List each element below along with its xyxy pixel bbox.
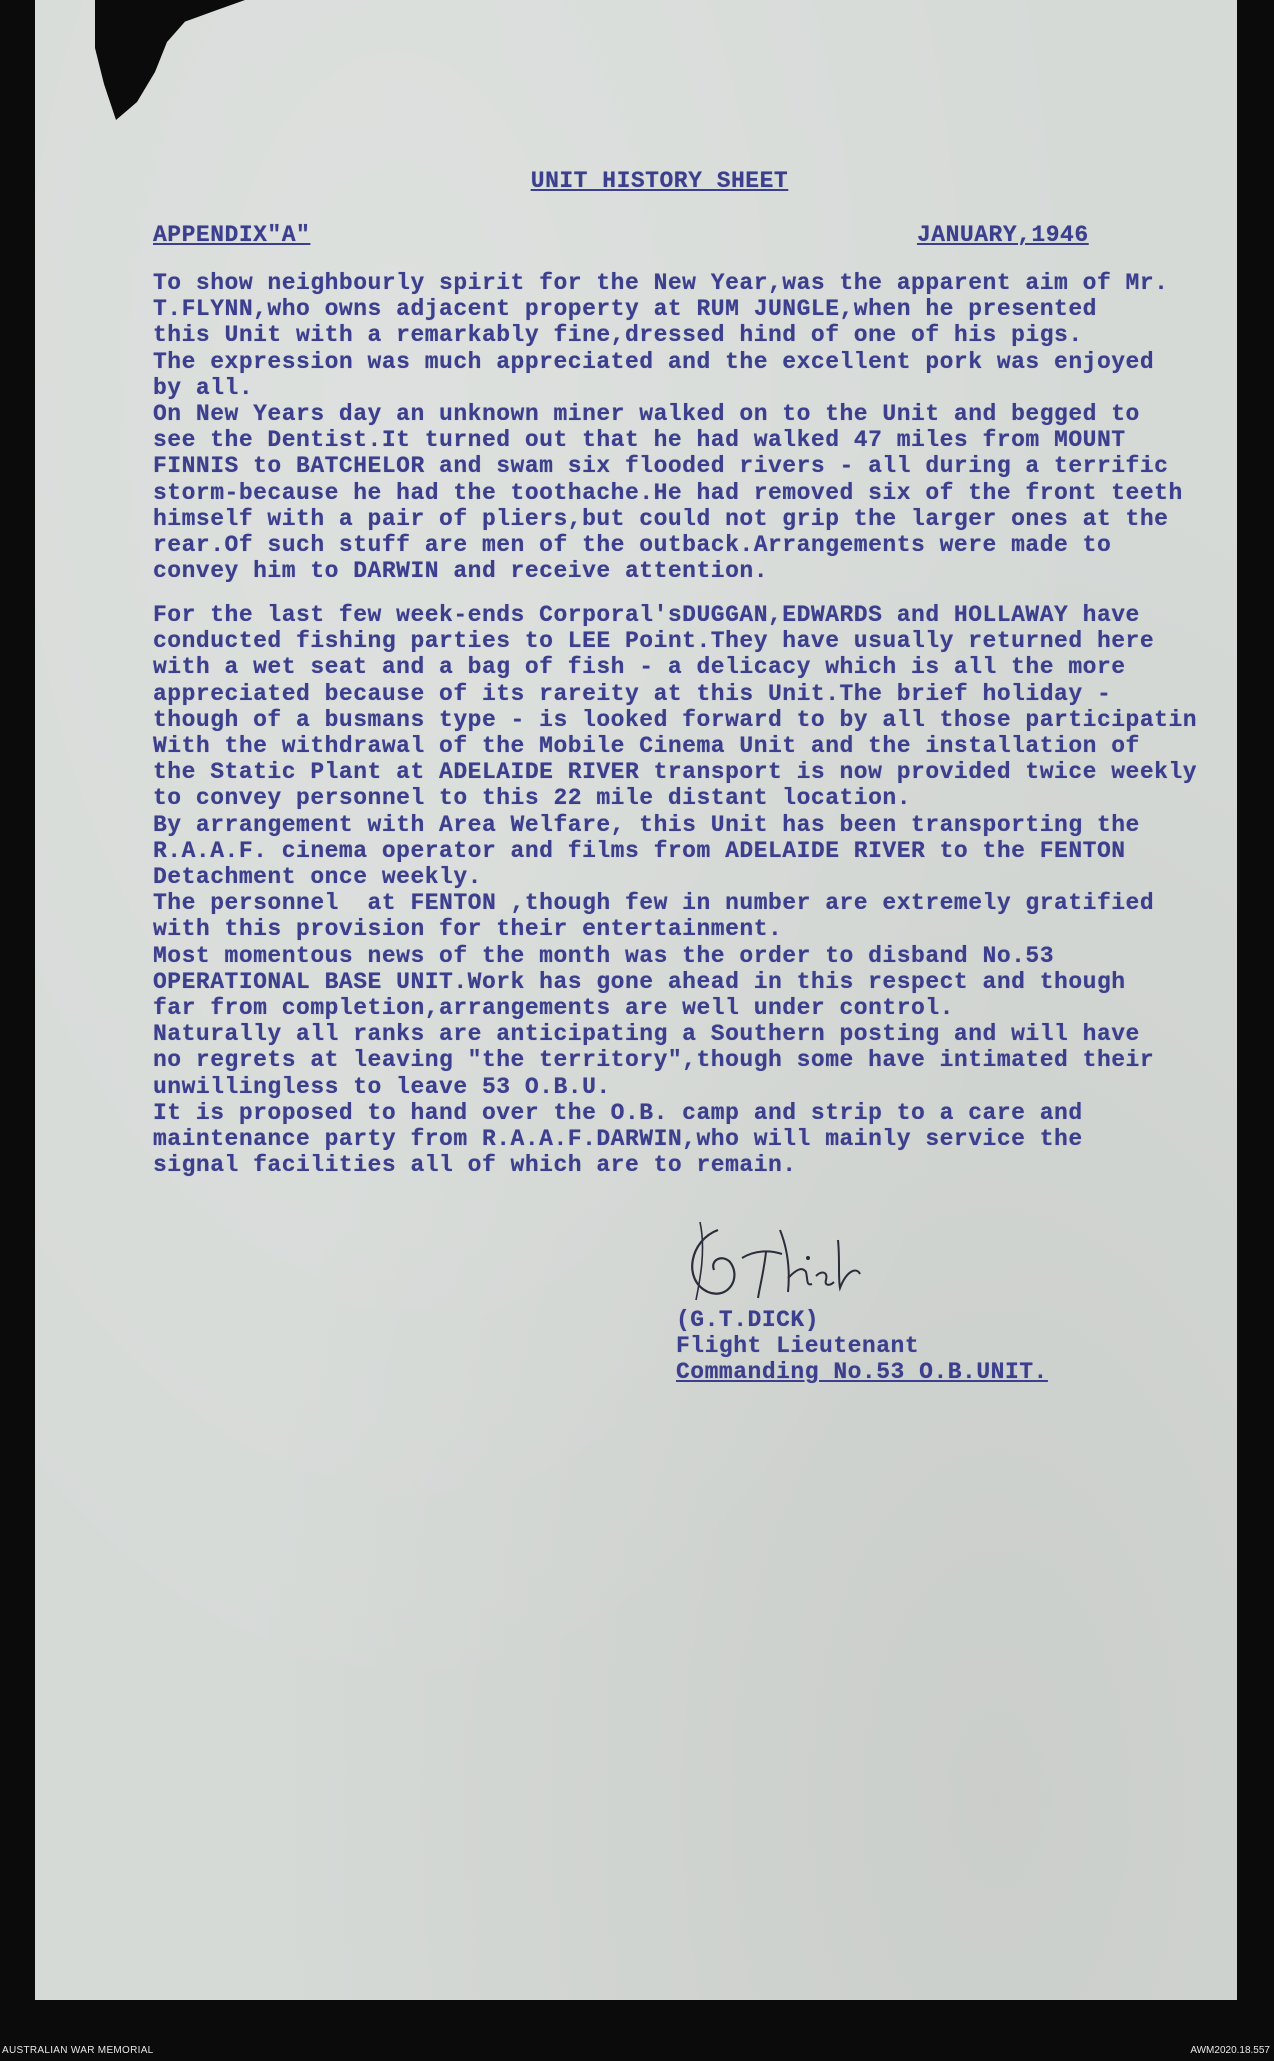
signatory-name: (G.T.DICK) bbox=[676, 1307, 820, 1333]
signature-block bbox=[676, 1307, 1048, 1385]
handwritten-signature bbox=[670, 1200, 900, 1320]
page-title bbox=[0, 168, 1274, 194]
footer-accession-number: AWM2020.18.557 bbox=[1190, 2045, 1270, 2056]
footer-institution: AUSTRALIAN WAR MEMORIAL bbox=[2, 2045, 154, 2056]
title-text: UNIT HISTORY SHEET bbox=[530, 168, 789, 194]
document-date: JANUARY,1946 bbox=[917, 222, 1089, 248]
paragraph-activities: For the last few week-ends Corporal'sDUGGAN,EDWARDS and HOLLAWAY have conducted fishing parties to LEE Point.They have usually returned here with a wet seat and a bag of fish - a delicacy which is all the more appreciated because of its rareity at this Unit.The brief holiday - though of a busmans type - is looked forward to by all those participatin With the withdrawal of the Mobile Cinema Unit and the installation of the Static Plant at ADELAIDE RIVER transport is now provided twice weekly to convey personnel to this 22 mile distant location. By arrangement with Area Welfare, this Unit has been transporting the R.A.A.F. cinema operator and films from ADELAIDE RIVER to the FENTON Detachment once weekly. The personnel at FENTON ,though few in number are extremely gratified with this provision for their entertainment. Most momentous news of the month was the order to disband No.53 OPERATIONAL BASE UNIT.Work has gone ahead in this respect and though far from completion,arrangements are well under control. Naturally all ranks are anticipating a Southern posting and will have no regrets at leaving "the territory",though some have intimated their unwillingless to leave 53 O.B.U. It is proposed to hand over the O.B. camp and strip to a care and maintenance party from R.A.A.F.DARWIN,who will mainly service the signal facilities all of which are to remain. bbox=[153, 602, 1198, 1179]
paragraph-new-year: To show neighbourly spirit for the New Year,was the apparent aim of Mr. T.FLYNN,who owns adjacent property at RUM JUNGLE,when he presented this Unit with a remarkably fine,dressed hind of one of his pigs. The expression was much appreciated and the excellent pork was enjoyed by all. On New Years day an unknown miner walked on to the Unit and begged to see the Dentist.It turned out that he had walked 47 miles from MOUNT FINNIS to BATCHELOR and swam six flooded rivers - all during a terrific storm-because he had the toothache.He had removed six of the front teeth himself with a pair of pliers,but could not grip the larger ones at the rear.Of such stuff are men of the outback.Arrangements were made to convey him to DARWIN and receive attention. bbox=[153, 270, 1183, 585]
signatory-rank: Flight Lieutenant bbox=[676, 1333, 920, 1359]
signatory-role: Commanding No.53 O.B.UNIT. bbox=[676, 1359, 1048, 1385]
appendix-label: APPENDIX"A" bbox=[153, 222, 311, 248]
